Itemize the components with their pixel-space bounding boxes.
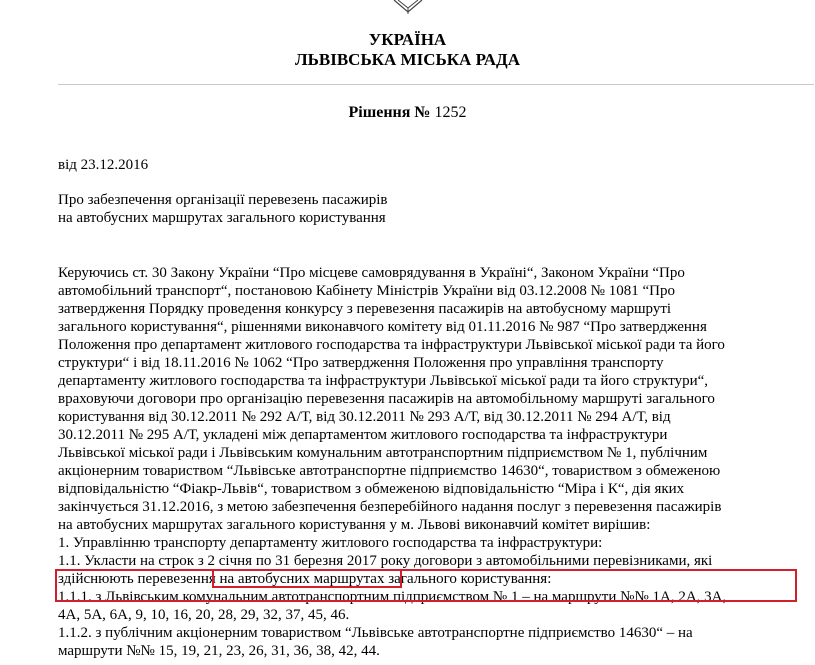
decision-date: від 23.12.2016 xyxy=(58,157,149,173)
body-line: Керуючись ст. 30 Закону України “Про місцеве самоврядування в Україні“, Законом України “Про xyxy=(58,265,685,281)
coat-of-arms-icon xyxy=(392,0,424,16)
body-line: автомобільний транспорт“, постановою Кабінету Міністрів України від 03.12.2008 № 1081 “Про xyxy=(58,283,675,299)
decision-subject xyxy=(58,191,388,227)
body-line: на автобусних маршрутах загального користування у м. Львові виконавчий комітет вирішив: xyxy=(58,517,651,533)
subject-line: на автобусних маршрутах загального користування xyxy=(58,210,386,226)
body-line: структури“ і від 18.11.2016 № 1062 “Про затвердження Положення про управління транспорту xyxy=(58,355,664,371)
body-line-highlighted: здійснюють перевезення на автобусних маршрутах загального користування: xyxy=(58,571,552,587)
body-line: враховуючи договори про організацію перевезення пасажирів на автомобільному маршруті загального xyxy=(58,391,715,407)
body-line: Львівської міської ради і Львівським комунальним автотранспортним підприємством № 1, публічним xyxy=(58,445,708,461)
body-line: маршрути №№ 15, 19, 21, 23, 26, 31, 36, 38, 42, 44. xyxy=(58,643,380,659)
body-line-highlighted: 1.1. Укласти на строк з 2 січня по 31 березня 2017 року договори з автомобільними перевізниками, які xyxy=(58,553,713,569)
header-divider xyxy=(58,84,814,85)
decision-title xyxy=(0,103,815,123)
country-heading: УКРАЇНА xyxy=(368,30,447,49)
decision-number: 1252 xyxy=(434,104,467,121)
body-line: загального користування“, рішеннями виконавчого комітету від 01.11.2016 № 987 “Про затвердження xyxy=(58,319,707,335)
body-line: акціонерним товариством “Львівське автотранспортне підприємство 14630“, товариством з обмеженою xyxy=(58,463,721,479)
council-heading: ЛЬВІВСЬКА МІСЬКА РАДА xyxy=(294,50,521,69)
body-line: 30.12.2011 № 295 А/Т, укладені між департаментом житлового господарства та інфраструктури xyxy=(58,427,668,443)
body-line: 1.1.1. з Львівським комунальним автотранспортним підприємством № 1 – на маршрути №№ 1А, 2А, 3А, xyxy=(58,589,727,605)
highlight-box-term xyxy=(212,569,402,588)
body-line: відповідальністю “Фіакр-Львів“, товариством з обмеженою відповідальністю “Міра і К“, дія яких xyxy=(58,481,685,497)
body-line: затвердження Порядку проведення конкурсу з перевезення пасажирів на автобусному маршруті xyxy=(58,301,672,317)
body-line: 1.1.2. з публічним акціонерним товариством “Львівське автотранспортне підприємство 14630“ – на xyxy=(58,625,693,641)
decision-label: Рішення № xyxy=(348,104,431,121)
subject-line: Про забезпечення організації перевезень пасажирів xyxy=(58,192,388,208)
body-line: 1. Управлінню транспорту департаменту житлового господарства та інфраструктури: xyxy=(58,535,603,551)
body-line: закінчується 31.12.2016, з метою забезпечення безперебійного надання послуг з перевезення пасажирів xyxy=(58,499,722,515)
body-line: Положення про департамент житлового господарства та інфраструктури Львівської міської ради та його xyxy=(58,337,725,353)
body-line: департаменту житлового господарства та інфраструктури Львівської міської ради та його структури“, xyxy=(58,373,709,389)
highlight-box-clause xyxy=(55,569,797,602)
body-line: 4А, 5А, 6А, 9, 10, 16, 20, 28, 29, 32, 37, 45, 46. xyxy=(58,607,350,623)
body-line: користування від 30.12.2011 № 292 А/Т, від 30.12.2011 № 293 А/Т, від 30.12.2011 № 294 А/Т, від xyxy=(58,409,671,425)
